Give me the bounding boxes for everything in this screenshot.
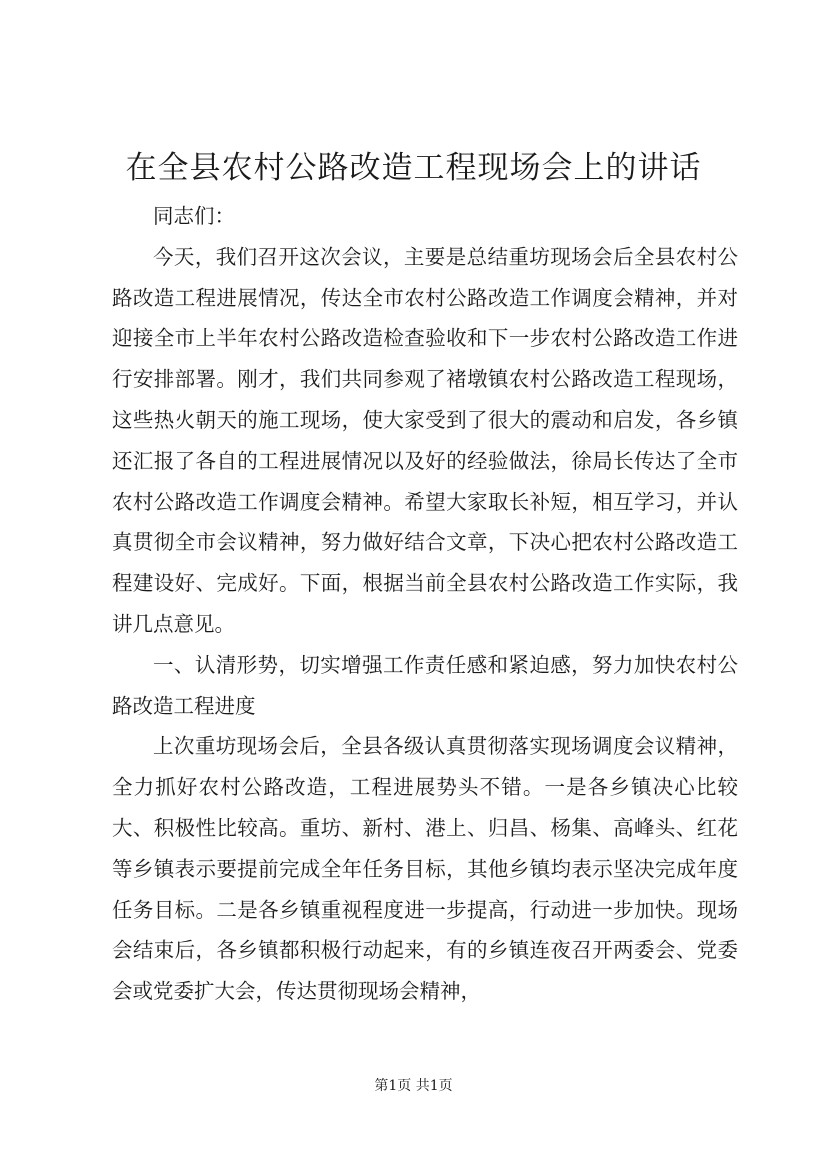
salutation: 同志们：: [153, 204, 235, 228]
page-footer: 第1页 共1页: [374, 1078, 453, 1094]
document-body: [112, 196, 738, 1012]
section-heading-1: 一、认清形势，切实增强工作责任感和紧迫感，努力加快农村公路改造工程进度: [112, 652, 738, 718]
paragraph-progress: 上次重坊现场会后，全县各级认真贯彻落实现场调度会议精神，全力抓好农村公路改造，工程进展势头不错。一是各乡镇决心比较大、积极性比较高。重坊、新村、港上、归昌、杨集、高峰头、红花等乡镇表示要提前完成全年任务目标，其他乡镇均表示坚决完成年度任务目标。二是各乡镇重视程度进一步提高，行动进一步加快。现场会结束后，各乡镇都积极行动起来，有的乡镇连夜召开两委会、党委会或党委扩大会，传达贯彻现场会精神，: [112, 734, 738, 1004]
paragraph-intro: 今天，我们召开这次会议，主要是总结重坊现场会后全县农村公路改造工程进展情况，传达全市农村公路改造工作调度会精神，并对迎接全市上半年农村公路改造检查验收和下一步农村公路改造工作进行安排部署。刚才，我们共同参观了褚墩镇农村公路改造工程现场，这些热火朝天的施工现场，使大家受到了很大的震动和启发，各乡镇还汇报了各自的工程进展情况以及好的经验做法，徐局长传达了全市农村公路改造工作调度会精神。希望大家取长补短，相互学习，并认真贯彻全市会议精神，努力做好结合文章，下决心把农村公路改造工程建设好、完成好。下面，根据当前全县农村公路改造工作实际，我讲几点意见。: [112, 244, 738, 636]
document-title: 在全县农村公路改造工程现场会上的讲话: [125, 150, 702, 186]
